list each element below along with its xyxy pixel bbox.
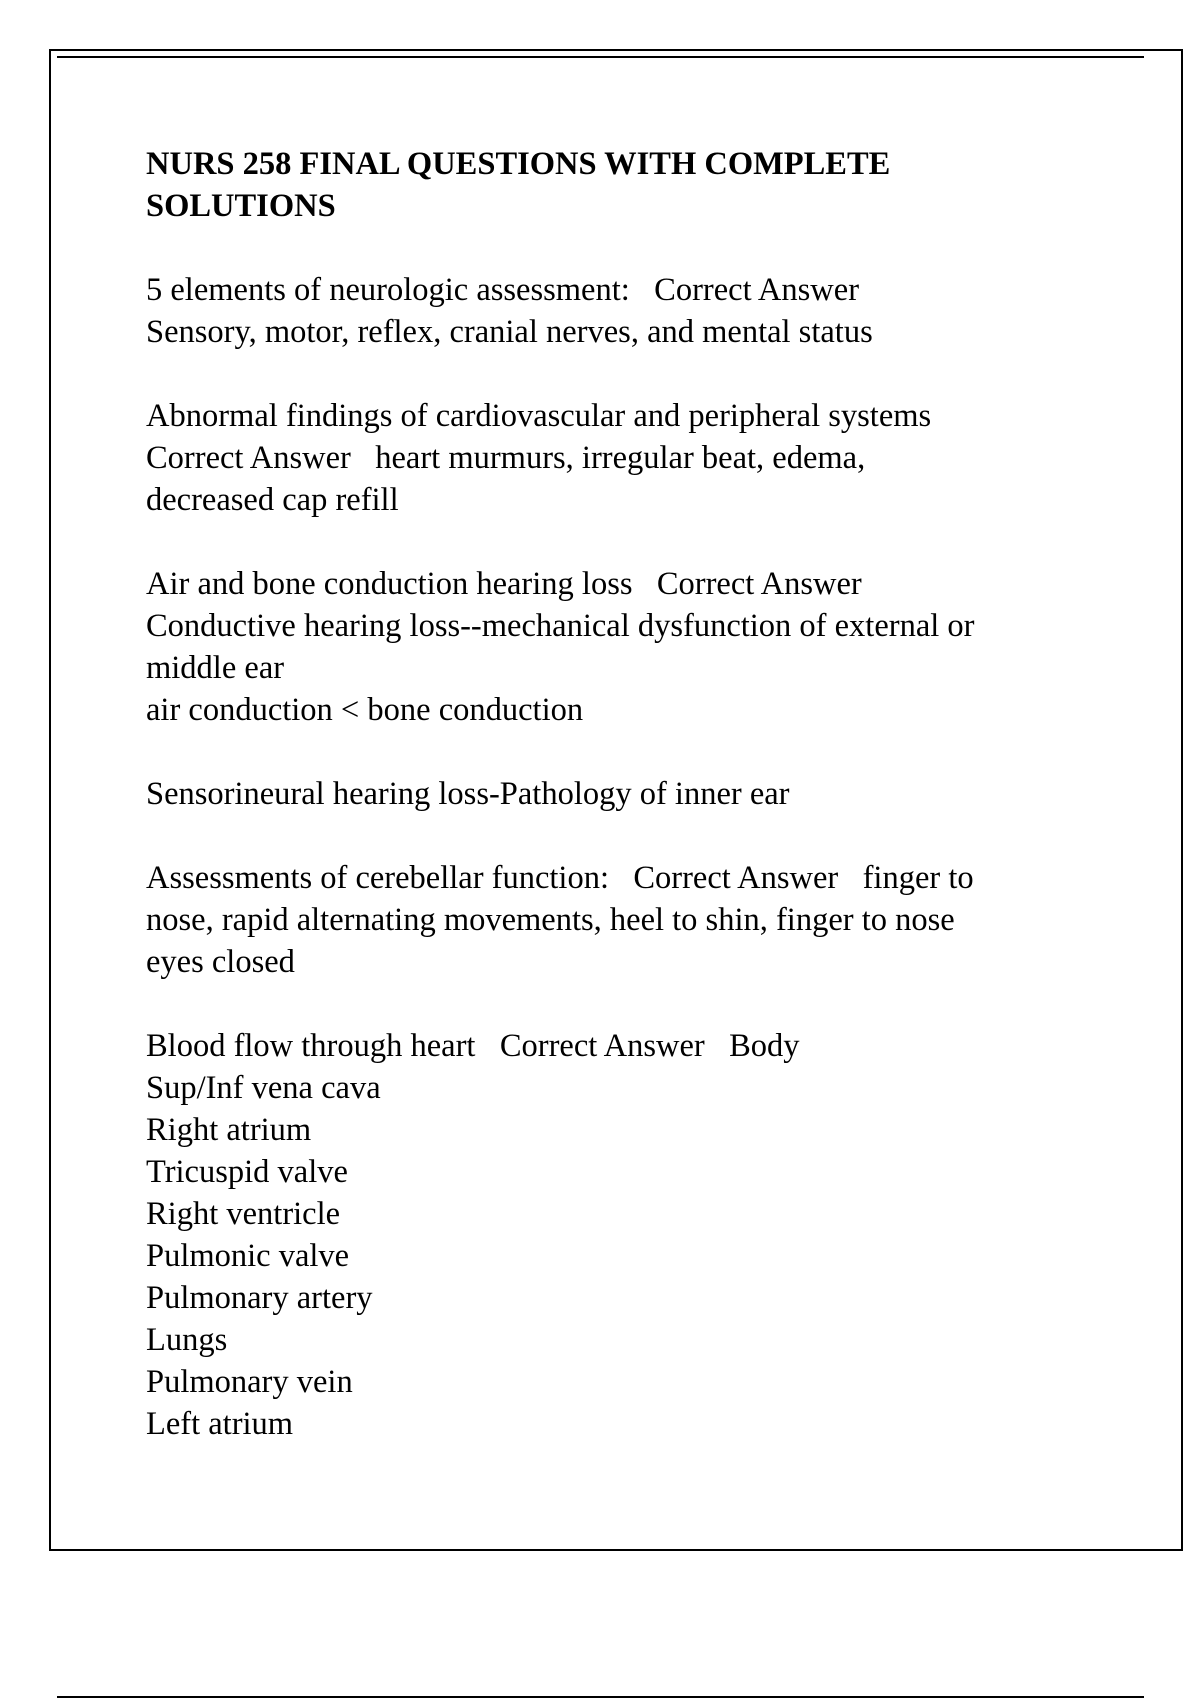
qa-entry-hearing-loss — [146, 563, 1106, 731]
document-title — [146, 143, 1106, 227]
qa-entry-cardiovascular-findings — [146, 395, 1106, 521]
qa-entry-neurologic-assessment — [146, 269, 1106, 353]
qa-line: Pulmonary vein — [146, 1364, 353, 1400]
qa-line: air conduction < bone conduction — [146, 692, 584, 728]
qa-line: Abnormal findings of cardiovascular and peripheral systems — [146, 398, 932, 434]
title-line-1: NURS 258 FINAL QUESTIONS WITH COMPLETE — [146, 146, 891, 182]
qa-line: Correct Answer heart murmurs, irregular beat, edema, — [146, 440, 866, 476]
qa-entry-cerebellar-function — [146, 857, 1106, 983]
qa-line: Sup/Inf vena cava — [146, 1070, 381, 1106]
qa-line: Air and bone conduction hearing loss Correct Answer — [146, 566, 862, 602]
qa-line: nose, rapid alternating movements, heel to shin, finger to nose — [146, 902, 955, 938]
qa-entry-blood-flow — [146, 1025, 1106, 1445]
qa-line: Pulmonary artery — [146, 1280, 373, 1316]
qa-line: Pulmonic valve — [146, 1238, 350, 1274]
title-line-2: SOLUTIONS — [146, 188, 336, 224]
qa-line: Right atrium — [146, 1112, 312, 1148]
qa-line: Sensory, motor, reflex, cranial nerves, and mental status — [146, 314, 873, 350]
qa-line: 5 elements of neurologic assessment: Correct Answer — [146, 272, 860, 308]
qa-entry-sensorineural — [146, 773, 1106, 815]
bottom-border-line — [57, 1696, 1144, 1698]
qa-line: Right ventricle — [146, 1196, 341, 1232]
qa-line: Tricuspid valve — [146, 1154, 348, 1190]
qa-line: Sensorineural hearing loss-Pathology of inner ear — [146, 776, 790, 812]
qa-line: eyes closed — [146, 944, 295, 980]
qa-line: decreased cap refill — [146, 482, 399, 518]
qa-line: Assessments of cerebellar function: Correct Answer finger to — [146, 860, 974, 896]
qa-line: middle ear — [146, 650, 285, 686]
document-body — [146, 143, 1106, 1487]
qa-line: Conductive hearing loss--mechanical dysfunction of external or — [146, 608, 975, 644]
qa-line: Lungs — [146, 1322, 228, 1358]
qa-line: Blood flow through heart Correct Answer Body — [146, 1028, 800, 1064]
qa-line: Left atrium — [146, 1406, 294, 1442]
